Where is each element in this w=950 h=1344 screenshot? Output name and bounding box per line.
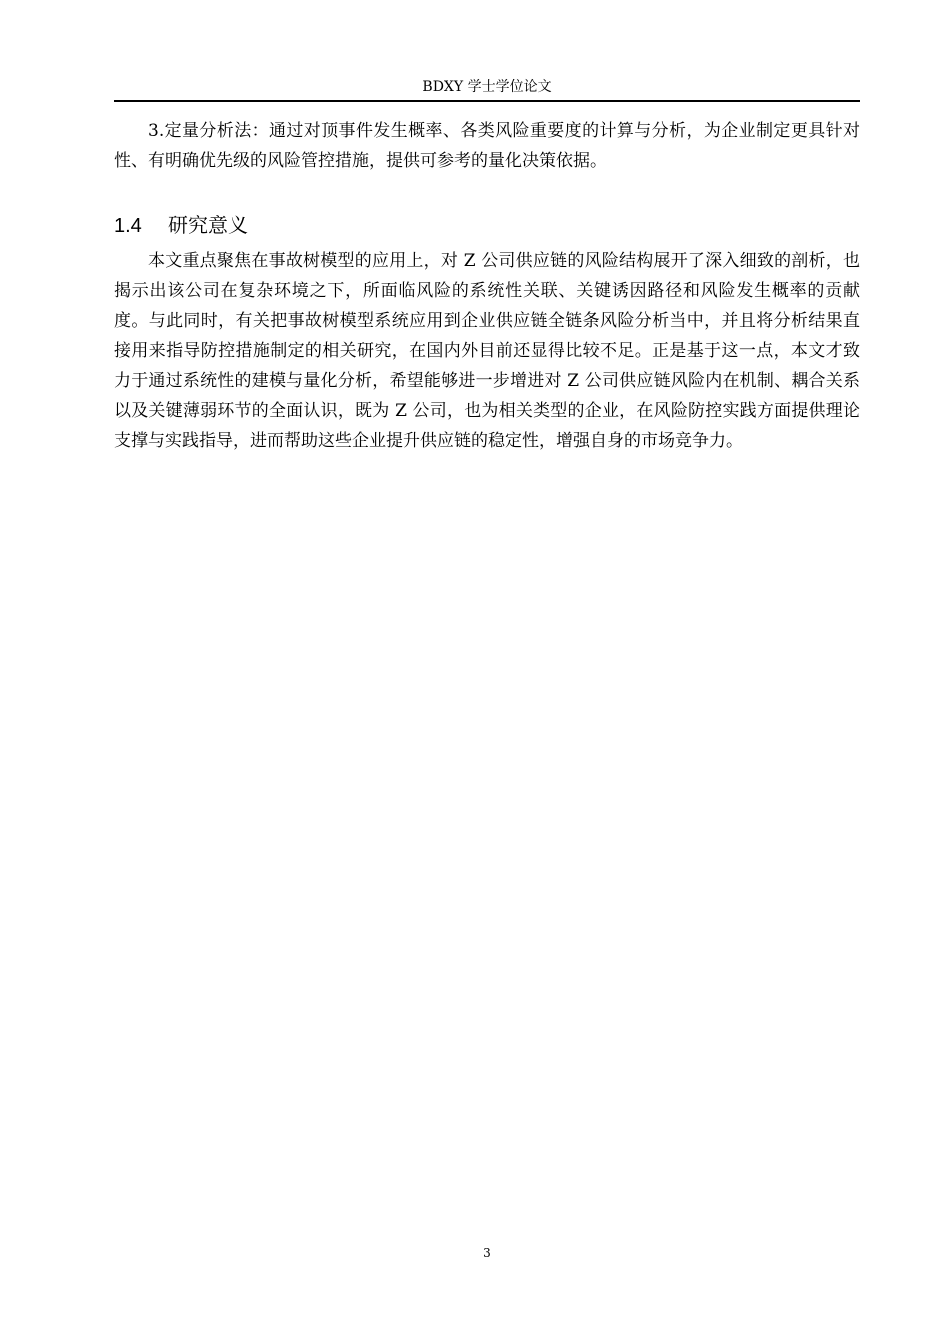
section-title: 研究意义	[168, 215, 248, 237]
method-paragraph: 3.定量分析法：通过对顶事件发生概率、各类风险重要度的计算与分析，为企业制定更具针对性、有明确优先级的风险管控措施，提供可参考的量化决策依据。	[114, 121, 860, 171]
page-content	[114, 116, 860, 456]
significance-paragraph: 本文重点聚焦在事故树模型的应用上，对 Z 公司供应链的风险结构展开了深入细致的剖析，也揭示出该公司在复杂环境之下，所面临风险的系统性关联、关键诱因路径和风险发生概率的贡献度。与此同时，有关把事故树模型系统应用到企业供应链全链条风险分析当中，并且将分析结果直接用来指导防控措施制定的相关研究，在国内外目前还显得比较不足。正是基于这一点，本文才致力于通过系统性的建模与量化分析，希望能够进一步增进对 Z 公司供应链风险内在机制、耦合关系以及关键薄弱环节的全面认识，既为 Z 公司，也为相关类型的企业，在风险防控实践方面提供理论支撑与实践指导，进而帮助这些企业提升供应链的稳定性，增强自身的市场竞争力。	[114, 251, 860, 451]
page-number: 3	[483, 1246, 491, 1260]
section-heading	[114, 210, 860, 242]
section-number: 1.4	[114, 215, 142, 237]
running-header: BDXY 学士学位论文	[422, 79, 552, 95]
header-divider	[114, 100, 860, 102]
